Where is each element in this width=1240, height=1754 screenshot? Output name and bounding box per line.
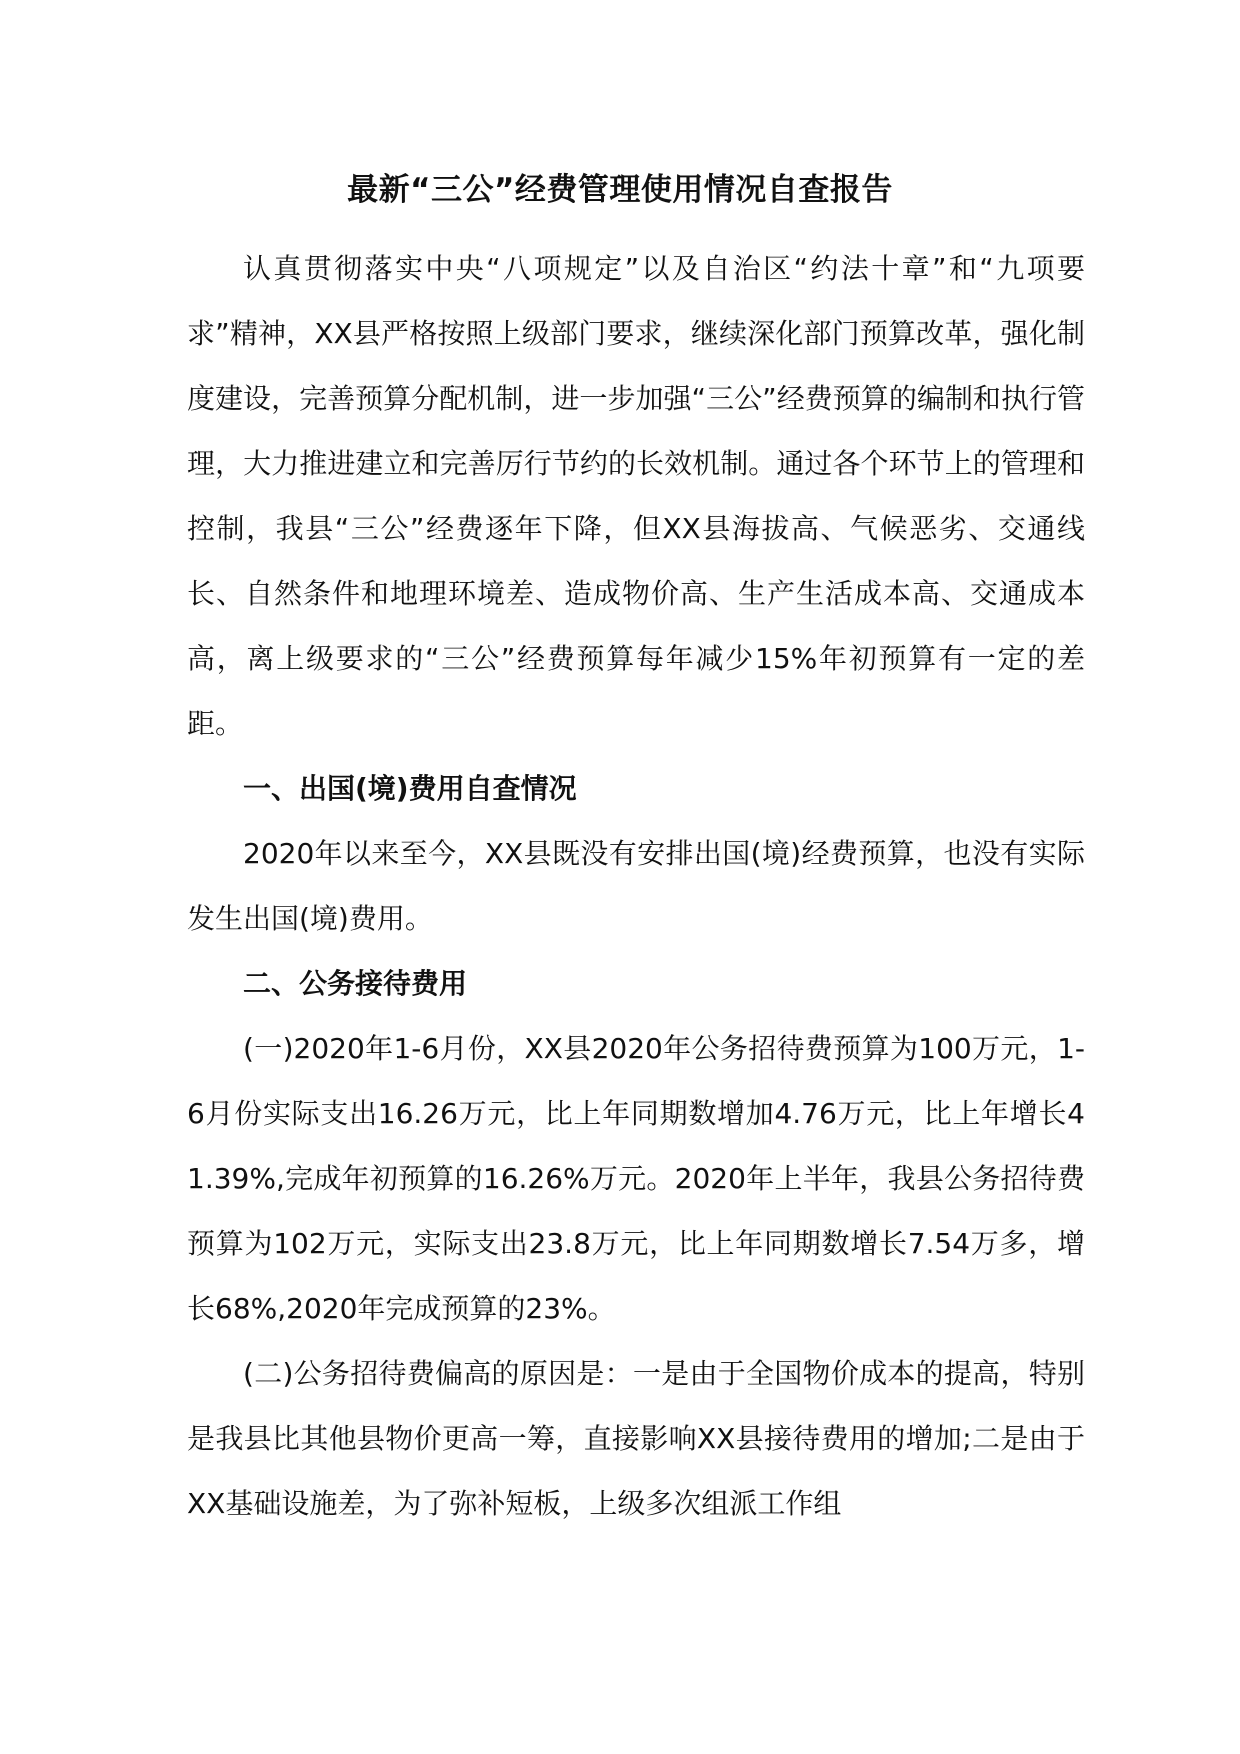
intro-paragraph: 认真贯彻落实中央“八项规定”以及自治区“约法十章”和“九项要求”精神，XX县严格按照上级部门要求，继续深化部门预算改革，强化制度建设，完善预算分配机制，进一步加强“三公”经费预算的编制和执行管理，大力推进建立和完善厉行节约的长效机制。通过各个环节上的管理和控制，我县“三公”经费逐年下降，但XX县海拔高、气候恶劣、交通线长、自然条件和地理环境差、造成物价高、生产生活成本高、交通成本高，离上级要求的“三公”经费预算每年减少15%年初预算有一定的差距。 xyxy=(187,252,1085,740)
document-body xyxy=(187,236,1085,1536)
overseas-paragraph: 2020年以来至今，XX县既没有安排出国(境)经费预算，也没有实际发生出国(境)费用。 xyxy=(187,837,1085,935)
section-heading-overseas: 一、出国(境)费用自查情况 xyxy=(243,772,577,805)
document-title: 最新“三公”经费管理使用情况自查报告 xyxy=(347,172,893,208)
reception-paragraph-1: (一)2020年1-6月份，XX县2020年公务招待费预算为100万元，1-6月份实际支出16.26万元，比上年同期数增加4.76万元，比上年增长41.39%,完成年初预算的16.26%万元。2020年上半年，我县公务招待费预算为102万元，实际支出23.8万元，比上年同期数增长7.54万多，增长68%,2020年完成预算的23%。 xyxy=(187,1032,1085,1325)
reception-paragraph-2: (二)公务招待费偏高的原因是：一是由于全国物价成本的提高，特别是我县比其他县物价更高一筹，直接影响XX县接待费用的增加;二是由于XX基础设施差，为了弥补短板，上级多次组派工作组 xyxy=(187,1357,1085,1520)
section-heading-reception: 二、公务接待费用 xyxy=(243,967,468,1000)
